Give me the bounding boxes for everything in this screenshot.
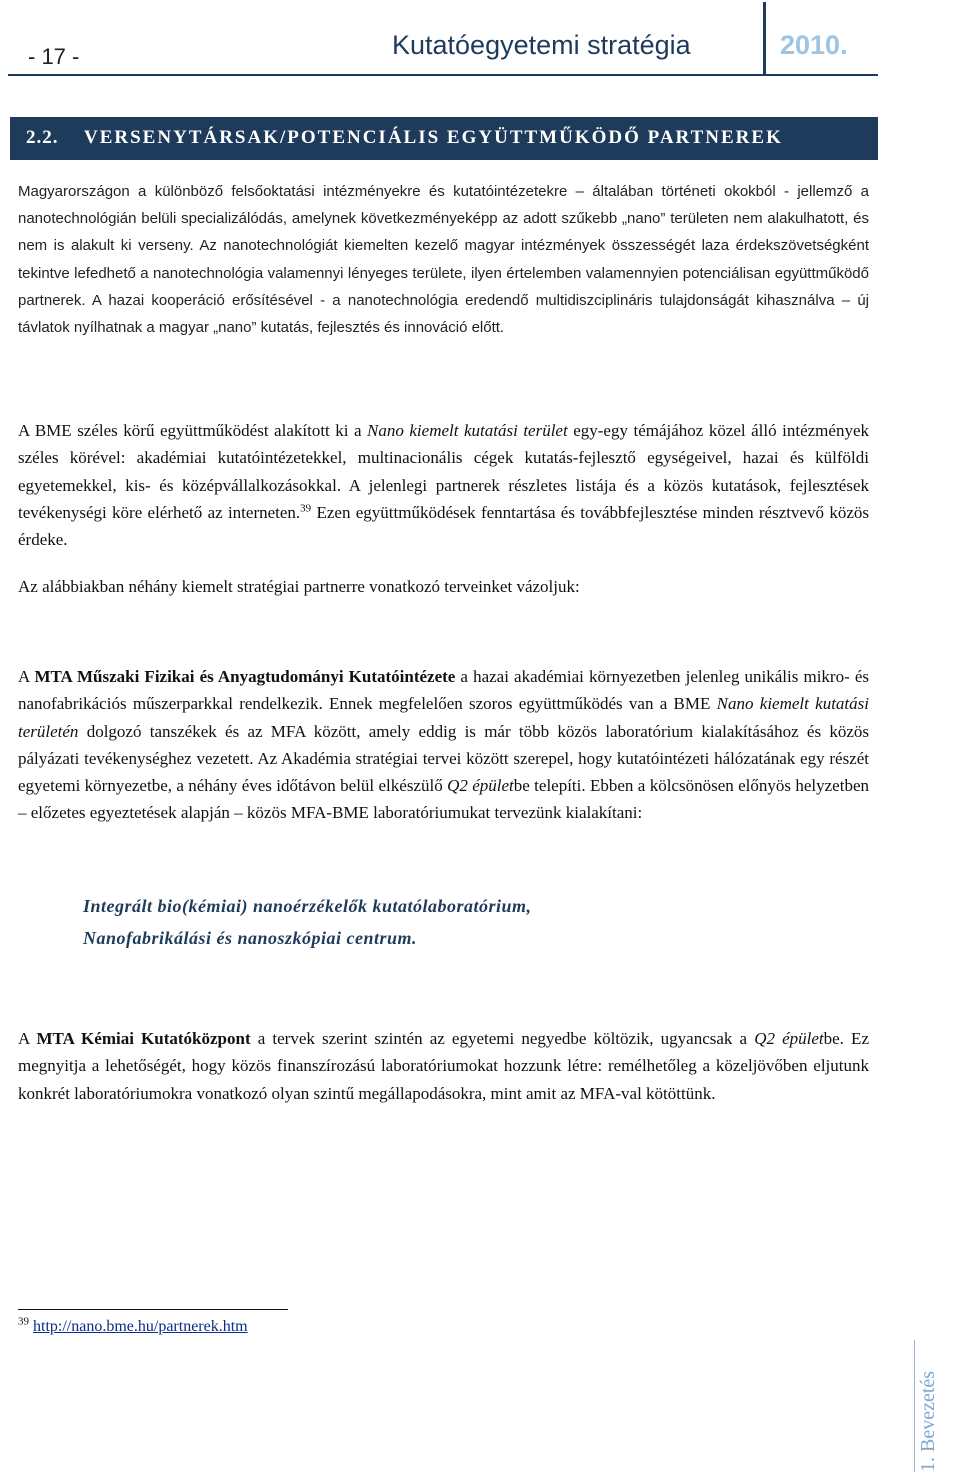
paragraph-ttk <box>18 1025 869 1107</box>
paragraph-intro: Magyarországon a különböző felsőoktatási intézményekre és kutatóintézetekre – általában történeti okokból - jellemző a nanotechnológián belüli specializálódás, amelynek következményeképp az adott szűkebb „nano” területen nem alakulhatott, és nem is alakult ki verseny. Az nanotechnológiát kiemelten kezelő magyar intézmények összességét laza érdekszövetségként tekintve lefedhető a nanotechnológia valamennyi lényeges területe, ilyen értelemben valamennyien potenciálisan együttműködő partnerek. A hazai kooperáció erősítésével - a nanotechnológia eredendő multidiszciplináris tulajdonságát kihasználva – új távlatok nyílhatnak a magyar „nano” kutatás, fejlesztés és innováció előtt. <box>18 183 869 337</box>
footnote <box>18 1315 248 1336</box>
p4-italic-nano: Nano kiemelt kutatási területén <box>18 694 869 741</box>
section-number: 2.2. <box>26 127 59 148</box>
section-title: VERSENYTÁRSAK/POTENCIÁLIS EGYÜTTMŰKÖDŐ PARTNEREK <box>84 127 783 148</box>
p5-text-b: a tervek szerint szintén az egyetemi negyedbe költözik, ugyancsak a <box>250 1029 755 1048</box>
p2-text-before: A BME széles körű együttműködést alakított ki a <box>18 421 368 440</box>
paragraph-partners-intro: Az alábbiakban néhány kiemelt stratégiai partnerre vonatkozó terveinket vázoljuk: <box>18 577 580 596</box>
header-divider <box>763 2 766 75</box>
footnote-number: 39 <box>18 1315 29 1328</box>
lab-item-1: Integrált bio(kémiai) nanoérzékelők kutatólaboratórium, <box>83 896 532 916</box>
p4-bold-mfa: MTA Műszaki Fizikai és Anyagtudományi Kutatóintézete <box>34 667 456 686</box>
p2-text-tail: Ezen együttműködések fenntartása és továbbfejlesztése minden résztvevő közös érdeke. <box>18 502 869 550</box>
header-rule <box>8 74 878 76</box>
footnote-link[interactable]: http://nano.bme.hu/partnerek.htm <box>33 1318 248 1335</box>
p2-text-after: egy-egy témájához közel álló intézmények széles körével: akadémiai kutatóintézetekkel, multinacionális cégek kutatás-fejlesztő egységeivel, hazai és külföldi egyetemekkel, kis- és középvállalkozásokkal. A jelenlegi partnerek részletes listája és a közös kutatások, fejlesztések tevékenységi köre elérhető az interneten. <box>18 421 869 522</box>
p4-text-a: A <box>18 667 35 686</box>
p5-italic-q2: Q2 épület <box>754 1029 824 1048</box>
p4-text-d: be telepíti. Ebben a kölcsönösen előnyös helyzetben – előzetes egyeztetések alapján – közös MFA-BME laboratóriumukat tervezünk kialakítani: <box>18 776 869 823</box>
header-year: 2010. <box>780 30 848 60</box>
footnote-rule <box>18 1309 288 1310</box>
paragraph-bme-cooperation <box>18 417 869 553</box>
p4-text-c: dolgozó tanszékek és az MFA között, amely eddig is már több közös laboratórium kialakításához és közös pályázati tevékenységhez vezetett. Az Akadémia stratégiai tervei között szerepel, hogy kutatóintézeti hálózatának egy részét egyetemi környezetbe, a néhány éves időtávon belül elkészülő <box>18 721 869 796</box>
paragraph-mfa <box>18 663 869 827</box>
p5-bold-ttk: MTA Kémiai Kutatóközpont <box>36 1029 251 1048</box>
p4-text-b: a hazai akadémiai környezetben jelenleg unikális mikro- és nanofabrikációs műszerparkkal rendelkezik. Ennek megfelelően szoros együttműködés van a BME <box>18 667 869 714</box>
p2-italic-nano: Nano kiemelt kutatási terület <box>367 421 568 440</box>
lab-item-2: Nanofabrikálási és nanoszkópiai centrum. <box>83 928 418 948</box>
footnote-reference[interactable]: 39 <box>300 502 312 515</box>
p4-italic-q2: Q2 épület <box>447 776 514 796</box>
side-rule <box>914 1340 915 1472</box>
p5-text-a: A <box>18 1029 37 1048</box>
chapter-side-label: 1. Bevezetés <box>917 1370 939 1472</box>
page-number: - 17 - <box>28 44 80 69</box>
header-title: Kutatóegyetemi stratégia <box>392 30 691 60</box>
p5-text-c: be. Ez megnyitja a lehetőségét, hogy közös finanszírozású laboratóriumokat hozzunk létre: remélhetőleg a közeljövőben eljutunk konkrét laboratóriumokra vonatkozó olyan szintű megállapodásokra, mint amit az MFA-val kötöttünk. <box>18 1029 869 1103</box>
